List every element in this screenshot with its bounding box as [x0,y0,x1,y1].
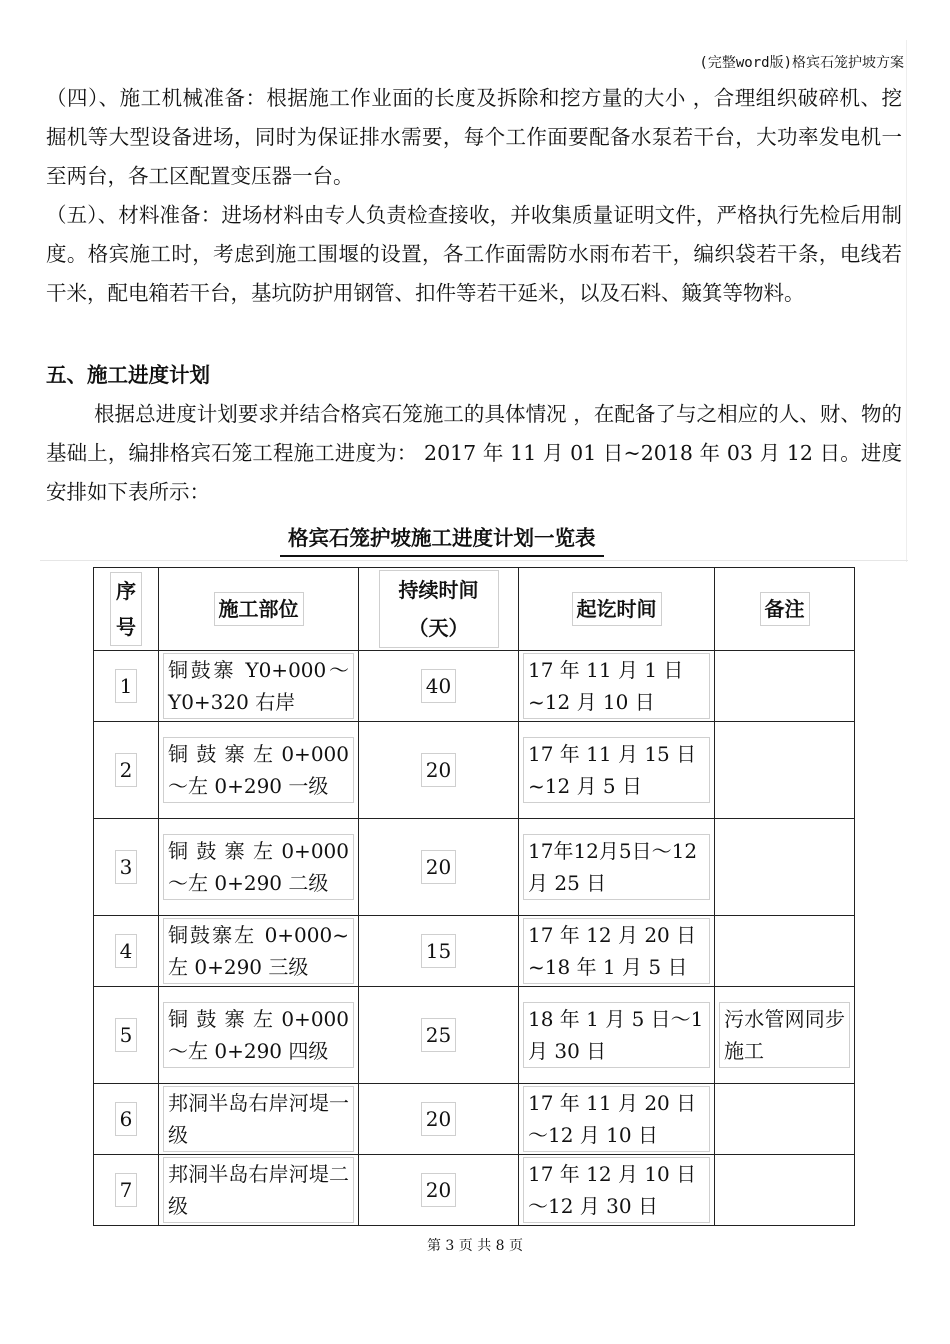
page-edge-line [906,40,907,562]
row-no: 2 [115,753,138,787]
row-period: 18 年 1 月 5 日～1 月 30 日 [523,1002,710,1068]
paragraph-material-prep: （五）、材料准备：进场材料由专人负责检查接收，并收集质量证明文件，严格执行先检后用制度。格宾施工时，考虑到施工围堰的设置，各工作面需防水雨布若干，编织袋若干条，电线若干米，配电箱若干台，基坑防护用钢管、扣件等若干延米，以及石料、簸箕等物料。 [46,203,902,305]
header-location: 施工部位 [159,568,359,651]
row-no: 4 [115,934,138,968]
divider-line [40,560,908,561]
row-period: 17 年 12 月 20 日~18 年 1 月 5 日 [523,918,710,984]
document-header-note: (完整word版)格宾石笼护坡方案 [699,55,904,71]
row-location: 铜鼓寨左 0+000~左 0+290 三级 [163,918,354,984]
row-duration: 40 [421,669,456,703]
row-location: 铜鼓寨 Y0+000～Y0+320 右岸 [163,653,354,719]
row-period: 17 年 11 月 15 日~12 月 5 日 [523,737,710,803]
table-row [94,916,855,987]
row-duration: 20 [421,753,456,787]
row-no: 7 [115,1173,138,1207]
table-row [94,722,855,819]
row-period: 17 年 11 月 1 日~12 月 10 日 [523,653,710,719]
row-duration: 25 [421,1018,456,1052]
header-duration: 持续时间（天） [359,568,519,651]
table-row [94,987,855,1084]
header-remark: 备注 [715,568,855,651]
row-duration: 20 [421,850,456,884]
row-duration: 20 [421,1102,456,1136]
row-period: 17年12月5日～12 月 25 日 [523,834,710,900]
row-no: 1 [115,669,138,703]
row-location: 铜 鼓 寨 左 0+000～左 0+290 四级 [163,1002,354,1068]
page-footer: 第 3 页 共 8 页 [426,1238,524,1254]
section-title-schedule: 五、施工进度计划 [46,363,210,387]
table-header-row [94,568,855,651]
header-no: 序号 [94,568,159,651]
row-remark: 污水管网同步施工 [719,1002,850,1068]
paragraph-schedule-intro: 根据总进度计划要求并结合格宾石笼施工的具体情况 ，在配备了与之相应的人、财、物的基础上，编排格宾石笼工程施工进度为： 2017 年 11 月 01 日~2018 年 03 月 12 日。进度安排如下表所示： [46,402,902,504]
row-period: 17 年 12 月 10 日～12 月 30 日 [523,1157,710,1223]
row-duration: 15 [421,934,456,968]
header-period: 起讫时间 [519,568,715,651]
row-no: 5 [115,1018,138,1052]
row-location: 铜 鼓 寨 左 0+000～左 0+290 二级 [163,834,354,900]
row-location: 铜 鼓 寨 左 0+000～左 0+290 一级 [163,737,354,803]
table-row [94,1155,855,1226]
table-row [94,819,855,916]
paragraph-machinery-prep: （四）、施工机械准备：根据施工作业面的长度及拆除和挖方量的大小 ，合理组织破碎机、挖掘机等大型设备进场，同时为保证排水需要，每个工作面要配备水泵若干台，大功率发电机一至两台，各工区配置变压器一台。 [46,86,902,188]
table-row [94,651,855,722]
row-no: 6 [115,1102,138,1136]
row-duration: 20 [421,1173,456,1207]
table-row [94,1084,855,1155]
schedule-table [93,567,855,1226]
row-location: 邦洞半岛右岸河堤一级 [163,1086,354,1152]
row-period: 17 年 11 月 20 日～12 月 10 日 [523,1086,710,1152]
table-caption: 格宾石笼护坡施工进度计划一览表 [280,521,604,557]
row-location: 邦洞半岛右岸河堤二级 [163,1157,354,1223]
row-no: 3 [115,850,138,884]
